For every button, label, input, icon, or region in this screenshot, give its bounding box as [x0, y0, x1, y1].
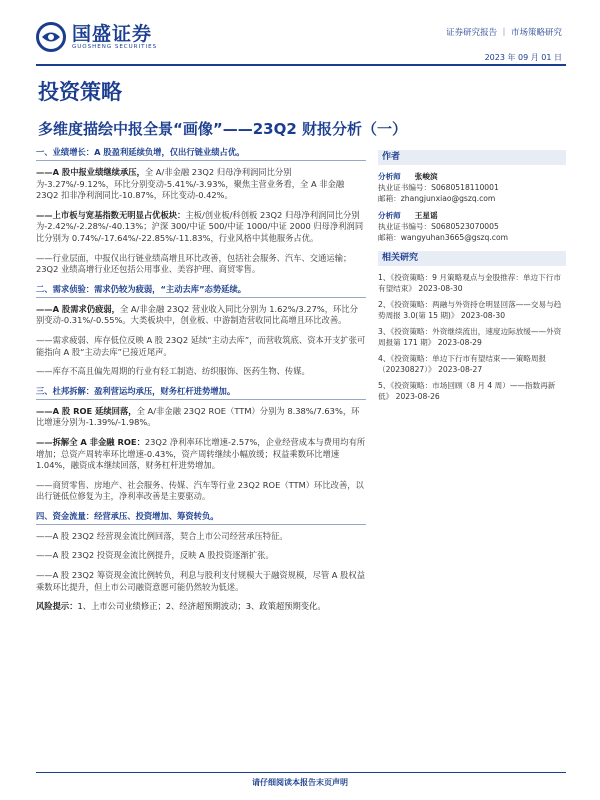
author-role: 分析师	[378, 211, 401, 220]
authors-heading: 作者	[378, 150, 566, 165]
paragraph: ——A 股 ROE 延续回落，全 A/非金融 23Q2 ROE（TTM）分别为 8.38%/7.63%，环比增速分别为-1.39%/-1.98%。	[36, 405, 360, 428]
paragraph: ——A 股需求仍疲弱，全 A/非金融 23Q2 营业收入同比分别为 1.62%/3.27%，环比分别变动-0.31%/-0.55%。大类板块中，创业板、中游制造营收同比高增且环比改善。	[36, 303, 358, 326]
paragraph: ——商贸零售、房地产、社会服务、传媒、汽车等行业 23Q2 ROE（TTM）环比改善，以出行链低位修复为主，净利率改善是主要驱动。	[36, 479, 364, 502]
report-title: 多维度描绘中报全景“画像”——23Q2 财报分析（一）	[38, 120, 408, 138]
paragraph: ——库存不高且偏先周期的行业有轻工制造、纺织服饰、医药生物、传媒。	[36, 366, 310, 377]
section-divider	[36, 524, 366, 525]
related-item[interactable]: 4、《投资策略：单边下行市有望结束——策略周报（20230827）》 2023-08-27	[378, 354, 547, 374]
author-email[interactable]: zhangjunxiao@gszq.com	[400, 194, 496, 203]
footer-divider	[36, 772, 566, 773]
related-item[interactable]: 2、《投资策略：两融与外资持仓明显回落——交易与趋势周报 3.0(第 15 期)》 2023-08-30	[378, 300, 562, 320]
header-divider	[36, 64, 566, 66]
section-divider	[36, 160, 366, 161]
report-category: 证券研究报告 ｜ 市场策略研究	[446, 28, 562, 38]
section-heading: 三、杜邦拆解：盈利营运均承压，财务杠杆进势增加。	[36, 385, 236, 396]
author-name: 王星谣	[414, 211, 438, 220]
author-name: 张峻滨	[414, 172, 438, 181]
company-name-en: GUOSHENG SECURITIES	[72, 44, 158, 50]
section-heading: 四、资金流量：经营承压、投资增加、筹资转负。	[36, 510, 219, 521]
author-cert: S0680518110001	[431, 183, 499, 192]
related-item[interactable]: 3、《投资策略：外资继续流出，速度边际放缓——外资周报第 171 期》 2023-08-29	[378, 327, 562, 347]
paragraph: ——A 股 23Q2 投资现金流比例提升，反映 A 股投资逐渐扩张。	[36, 550, 274, 561]
doc-type: 投资策略	[38, 80, 122, 104]
related-item[interactable]: 5、《投资策略：市场回顾（8 月 4 周）——指数再新低》 2023-08-26	[378, 381, 556, 401]
paragraph: ——A 股中报业绩继续承压，全 A/非金融 23Q2 归母净利润同比分别为-3.27%/-9.12%，环比分别变动-5.41%/-3.93%，聚焦主营业务看，全 A 非金融 23Q2 扣非净利润同比-10.87%，环比变动-0.42%。	[36, 167, 345, 201]
section-heading: 二、需求侦验：需求仍较为疲弱，“主动去库”态势延续。	[36, 283, 247, 294]
sidebar	[378, 150, 566, 407]
paragraph: ——行业层面，中报仅出行链业绩高增且环比改善，包括社会服务、汽车、交通运输；23Q2 业绩高增行业还包括公用事业、美容护理、商贸零售。	[36, 252, 352, 275]
paragraph: ——A 股 23Q2 经营现金流比例回落，契合上市公司经营承压特征。	[36, 530, 288, 541]
risk-warning: 风险提示：1、上市公司业绩修正；2、经济超预期波动；3、政策超预期变化。	[36, 601, 326, 612]
main-content	[36, 147, 366, 621]
author-cert: S0680523070005	[431, 222, 499, 231]
author-block: 分析师 王星谣 执业证书编号：S0680523070005 邮箱：wangyuhan3665@gszq.com	[378, 211, 508, 242]
paragraph: ——拆解全 A 非金融 ROE：23Q2 净利率环比增速-2.57%，企业经营成本与费用均有所增加；总资产周转率环比增速-0.43%，资产周转继续小幅放缓；权益乘数环比增速 1.04%，融资成本继续回落，财务杠杆进势增加。	[36, 436, 366, 471]
paragraph: ——上市板与宽基指数无明显占优板块：主板/创业板/科创板 23Q2 归母净利润同比分别为-2.42%/-2.28%/-40.13%；沪深 300/中证 500/中证 1000/中证 2000 归母净利润同比分别为 0.74%/-17.64%/-22.85%/-11.83%，行业风格中其他服务占优。	[36, 209, 364, 243]
report-date: 2023 年 09 月 01 日	[484, 53, 562, 62]
company-logo	[36, 22, 157, 52]
section-divider	[36, 399, 366, 400]
company-name-cn: 国盛证券	[72, 23, 153, 45]
guosheng-emblem-icon	[36, 22, 66, 52]
author-role: 分析师	[378, 172, 401, 181]
related-heading: 相关研究	[378, 251, 566, 266]
paragraph: ——A 股 23Q2 筹资现金流比例转负，利息与股利支付规模大于融资规模，尽管 A 股权益乘数环比提升，但上市公司融资意愿可能仍然较为低迷。	[36, 570, 366, 592]
header-info	[446, 26, 562, 63]
section-heading: 一、业绩增长：A 股盈利延续负增，仅出行链业绩占优。	[36, 147, 245, 157]
author-email[interactable]: wangyuhan3665@gszq.com	[400, 233, 508, 242]
section-divider	[36, 297, 366, 298]
paragraph: ——需求疲弱、库存低位反映 A 股 23Q2 延续“主动去库”，而营收筑底、资本开支扩张可能指向 A 股“主动去库”已接近尾声。	[36, 334, 366, 357]
related-item[interactable]: 1、《投资策略：9 月策略观点与金股推荐：单边下行市有望结束》 2023-08-30	[378, 273, 561, 293]
author-block: 分析师 张峻滨 执业证书编号：S0680518110001 邮箱：zhangjunxiao@gszq.com	[378, 172, 499, 203]
footer-disclaimer: 请仔细阅读本报告末页声明	[252, 778, 348, 787]
